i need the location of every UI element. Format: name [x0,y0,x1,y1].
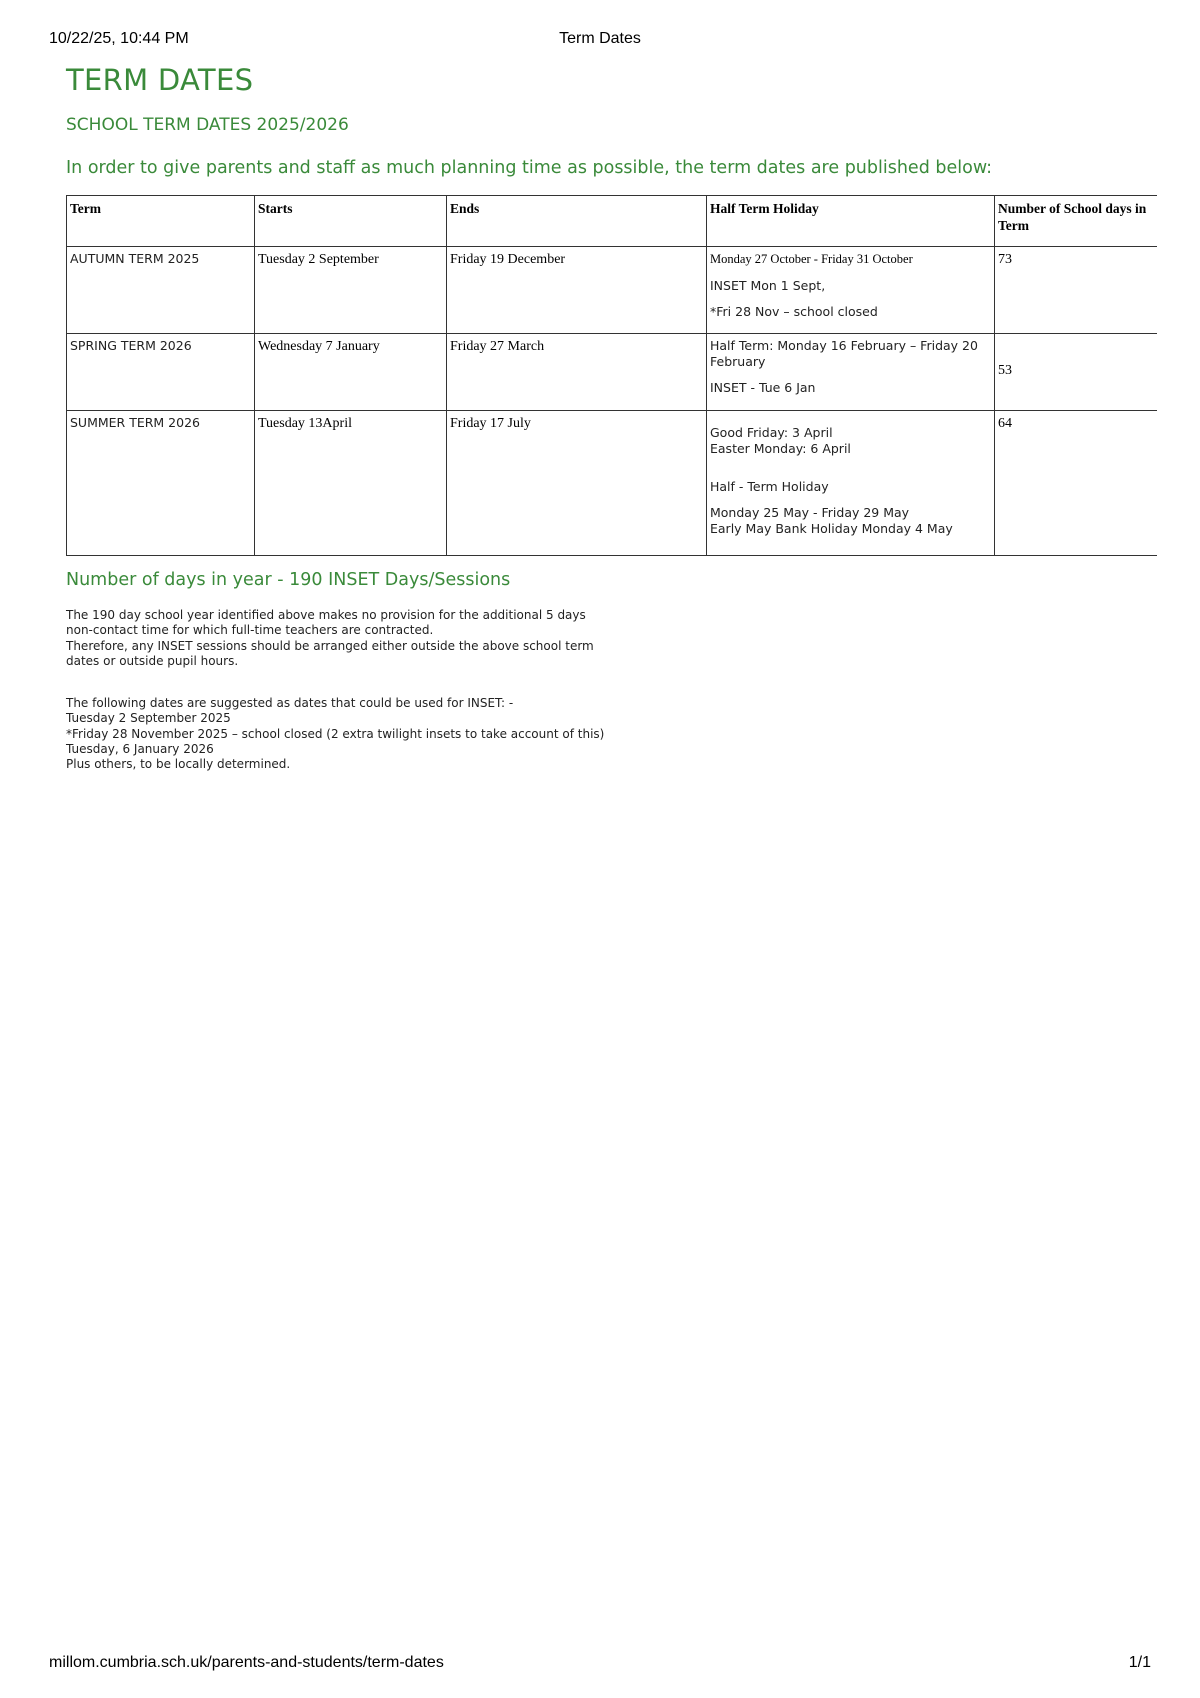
term-holiday [707,334,995,411]
print-header [49,30,1151,54]
holiday-line: Monday 25 May - Friday 29 May [710,505,910,520]
header-half-term-holiday: Half Term Holiday [707,196,995,247]
term-dates-table [66,195,1157,556]
page-title: TERM DATES [66,63,254,97]
print-page-title: Term Dates [559,30,641,47]
table-header-row [67,196,1157,247]
term-end: Friday 19 December [447,247,707,334]
term-days-value: 53 [998,363,1012,378]
holiday-line: Monday 27 October - Friday 31 October [710,252,913,266]
header-ends: Ends [447,196,707,247]
holiday-line: INSET Mon 1 Sept, [710,278,826,293]
note-line: Tuesday 2 September 2025 [66,711,231,726]
term-name: SUMMER TERM 2026 [67,411,255,556]
holiday-line: Early May Bank Holiday Monday 4 May [710,521,953,536]
year-days-summary: Number of days in year - 190 INSET Days/Sessions [66,570,511,590]
term-start: Wednesday 7 January [255,334,447,411]
term-days: 64 [995,411,1157,556]
note-line: non-contact time for which full-time teachers are contracted. [66,623,434,638]
note-line: Tuesday, 6 January 2026 [66,742,214,757]
note-line: Therefore, any INSET sessions should be arranged either outside the above school term [66,638,594,653]
term-name: SPRING TERM 2026 [67,334,255,411]
term-end: Friday 27 March [447,334,707,411]
page-number: 1/1 [1128,1654,1151,1671]
intro-text: In order to give parents and staff as much planning time as possible, the term dates are published below: [66,158,993,178]
term-days [995,334,1157,411]
note-line: Plus others, to be locally determined. [66,757,291,772]
holiday-line: Easter Monday: 6 April [710,441,851,456]
page-url: millom.cumbria.sch.uk/parents-and-students/term-dates [49,1654,444,1671]
note-line: The following dates are suggested as dates that could be used for INSET: - [66,696,514,711]
header-term: Term [67,196,255,247]
notes-paragraph [66,608,606,669]
main-content [66,62,1152,773]
holiday-line: *Fri 28 Nov – school closed [710,304,878,319]
holiday-line: INSET - Tue 6 Jan [710,380,816,395]
table-row [67,411,1157,556]
term-start: Tuesday 2 September [255,247,447,334]
holiday-line: Good Friday: 3 April [710,425,833,440]
table-row [67,247,1157,334]
term-holiday [707,247,995,334]
table-row [67,334,1157,411]
term-name: AUTUMN TERM 2025 [67,247,255,334]
term-holiday [707,411,995,556]
holiday-line: Half Term: Monday 16 February – Friday 20 February [710,338,978,369]
holiday-line: Half - Term Holiday [710,479,829,494]
term-days: 73 [995,247,1157,334]
print-footer [49,1654,1151,1678]
print-datetime: 10/22/25, 10:44 PM [49,30,189,47]
term-end: Friday 17 July [447,411,707,556]
inset-notes [66,608,1152,773]
note-line: *Friday 28 November 2025 – school closed (2 extra twilight insets to take account of this) [66,726,605,741]
notes-paragraph [66,696,1152,772]
note-line: The 190 day school year identified above makes no provision for the additional 5 days [66,608,586,622]
term-start: Tuesday 13April [255,411,447,556]
header-school-days: Number of School days in Term [995,196,1157,247]
header-starts: Starts [255,196,447,247]
page-subtitle: SCHOOL TERM DATES 2025/2026 [66,115,349,135]
note-line: dates or outside pupil hours. [66,653,239,668]
